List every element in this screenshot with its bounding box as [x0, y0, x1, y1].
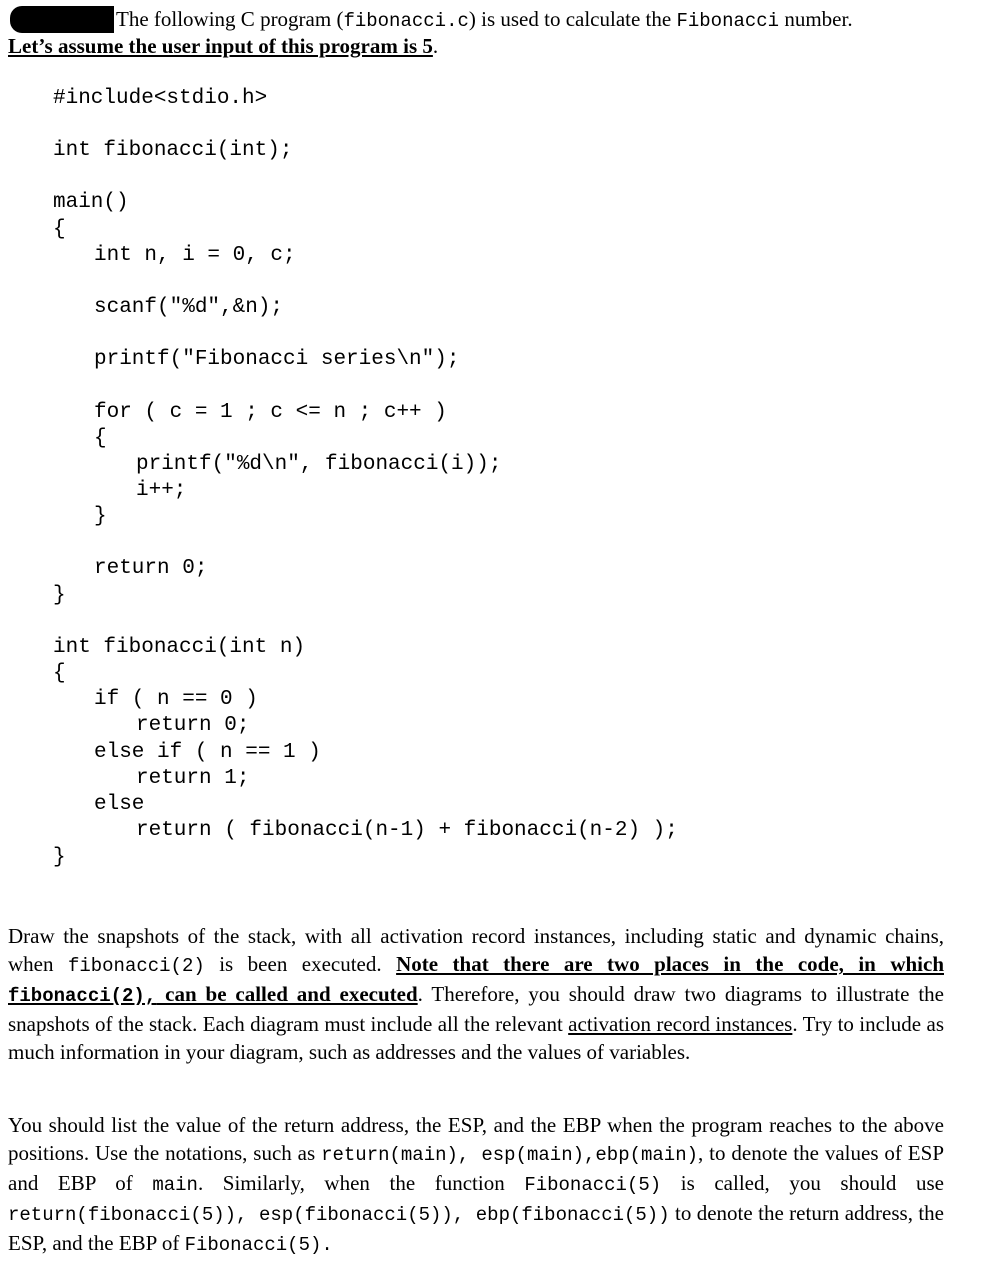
intro-text: . — [432, 34, 439, 58]
paragraph-text: . Similarly, when the function — [197, 1171, 525, 1195]
intro-line-2 — [8, 33, 438, 59]
code-line: int fibonacci(int n) — [53, 636, 306, 659]
instruction-paragraph-2 — [8, 1111, 944, 1259]
fibonacci-code: Fibonacci — [676, 10, 780, 32]
intro-text: number. — [779, 7, 853, 31]
code-line: int n, i = 0, c; — [94, 244, 296, 267]
note-text: Note that there are two places in the code, in which — [396, 952, 944, 976]
code-line: return 1; — [136, 767, 250, 790]
code-line: scanf("%d",&n); — [94, 296, 284, 319]
note-text: can be called and executed — [156, 982, 418, 1006]
code-line: return 0; — [136, 714, 250, 737]
code-line: return ( fibonacci(n-1) + fibonacci(n-2) ); — [136, 819, 678, 842]
code-line: #include<stdio.h> — [53, 87, 268, 110]
paragraph-text: . Therefore, you should draw two diagrams to illustrate the snapshots of the stack. Each diagram must include all the relevant — [8, 982, 944, 1036]
redaction-block — [10, 6, 114, 33]
paragraph-text: is been executed. — [219, 952, 397, 976]
code-line: for ( c = 1 ; c <= n ; c++ ) — [94, 401, 447, 424]
inline-code: main — [152, 1174, 198, 1196]
code-line: } — [53, 584, 66, 607]
assumption-text: Let’s assume the user input of this program is 5 — [8, 34, 433, 58]
paragraph-text: You should list the value of the return address, the ESP, and the EBP when the program reaches to the above positions. Use the notations, such as — [8, 1113, 944, 1165]
code-line: { — [94, 427, 107, 450]
paragraph-text: is called, you should use — [661, 1171, 944, 1195]
code-line: { — [53, 662, 66, 685]
code-line: int fibonacci(int); — [53, 139, 293, 162]
code-line: } — [94, 505, 107, 528]
paragraph-text: . Try to include as much information in your diagram, such as addresses and the values of variables. — [8, 1012, 944, 1064]
paragraph-text: , to denote the values of ESP and EBP of — [8, 1141, 944, 1195]
code-line: printf("%d\n", fibonacci(i)); — [136, 453, 502, 476]
paragraph-text: to denote the return address, the ESP, and the EBP of — [8, 1201, 944, 1255]
paragraph-text: Draw the snapshots of the stack, with all activation record instances, including static and dynamic chains, when — [8, 924, 944, 976]
inline-code: fibonacci(2) — [67, 955, 205, 977]
code-line: } — [53, 846, 66, 869]
inline-code: return(main), esp(main),ebp(main) — [321, 1144, 699, 1166]
code-line: i++; — [136, 479, 187, 502]
filename-code: fibonacci.c — [343, 10, 469, 32]
code-line: { — [53, 218, 66, 241]
inline-code: return(fibonacci(5)), esp(fibonacci(5)), ebp(fibonacci(5)) — [8, 1204, 670, 1226]
note-code: fibonacci(2), — [8, 985, 157, 1007]
code-line: else if ( n == 1 ) — [94, 741, 321, 764]
code-line: main() — [53, 191, 129, 214]
inline-code: Fibonacci(5). — [184, 1234, 333, 1256]
code-line: printf("Fibonacci series\n"); — [94, 348, 460, 371]
underlined-term: activation record instances — [568, 1012, 793, 1036]
inline-code: Fibonacci(5) — [524, 1174, 662, 1196]
code-line: return 0; — [94, 557, 208, 580]
intro-text: ) is used to calculate the — [468, 7, 677, 31]
instruction-paragraph-1 — [8, 922, 944, 1066]
intro-text: The following C program ( — [116, 7, 344, 31]
intro-line-1 — [116, 6, 853, 34]
code-line: if ( n == 0 ) — [94, 688, 258, 711]
code-line: else — [94, 793, 145, 816]
